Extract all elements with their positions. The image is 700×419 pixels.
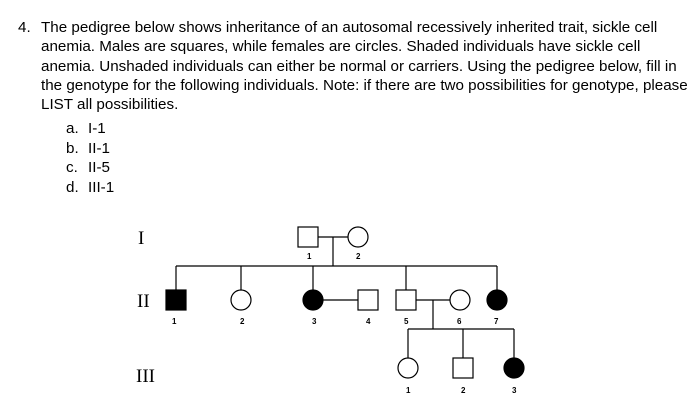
part-label: I-1: [88, 120, 106, 137]
question-text: The pedigree below shows inheritance of an autosomal recessively inherited trait, sickle cell anemia. Males are squares, while females are circles. Shaded individuals have sickle cell anemia. Unshaded individuals can either be normal or carriers. Using the pedigree below, fill in the genotype for the following individuals. Note: if there are two possibilities for genotype, please LIST all possibilities.: [41, 19, 688, 114]
individual-II-7: [487, 290, 507, 310]
individual-II-6: [450, 290, 470, 310]
individual-I-2: [348, 227, 368, 247]
individual-number: 2: [356, 252, 361, 261]
individual-number: 7: [494, 317, 499, 326]
part-letter: a.: [66, 120, 79, 137]
individual-II-4: [358, 290, 378, 310]
generation-label-II: II: [137, 291, 150, 312]
part-label: II-5: [88, 159, 110, 176]
individual-number: 1: [172, 317, 177, 326]
individual-III-2: [453, 358, 473, 378]
generation-label-I: I: [138, 228, 145, 249]
individual-I-1: [298, 227, 318, 247]
individual-number: 3: [312, 317, 317, 326]
individual-number: 3: [512, 386, 517, 395]
part-letter: b.: [66, 139, 79, 157]
individual-number: 5: [404, 317, 409, 326]
individual-II-5: [396, 290, 416, 310]
individual-II-2: [231, 290, 251, 310]
part-label: III-1: [88, 178, 115, 196]
generation-label-III: III: [136, 366, 155, 387]
individual-number: 2: [240, 317, 245, 326]
individual-number: 1: [406, 386, 411, 395]
individual-number: 6: [457, 317, 462, 326]
individual-II-3: [303, 290, 323, 310]
individual-number: 1: [307, 252, 312, 261]
question-number: 4.: [18, 19, 31, 36]
individual-III-1: [398, 358, 418, 378]
individual-number: 2: [461, 386, 466, 395]
individual-II-1: [166, 290, 186, 310]
part-letter: c.: [66, 159, 78, 176]
part-label: II-1: [88, 139, 110, 157]
part-letter: d.: [66, 178, 79, 196]
individual-III-3: [504, 358, 524, 378]
individual-number: 4: [366, 317, 371, 326]
